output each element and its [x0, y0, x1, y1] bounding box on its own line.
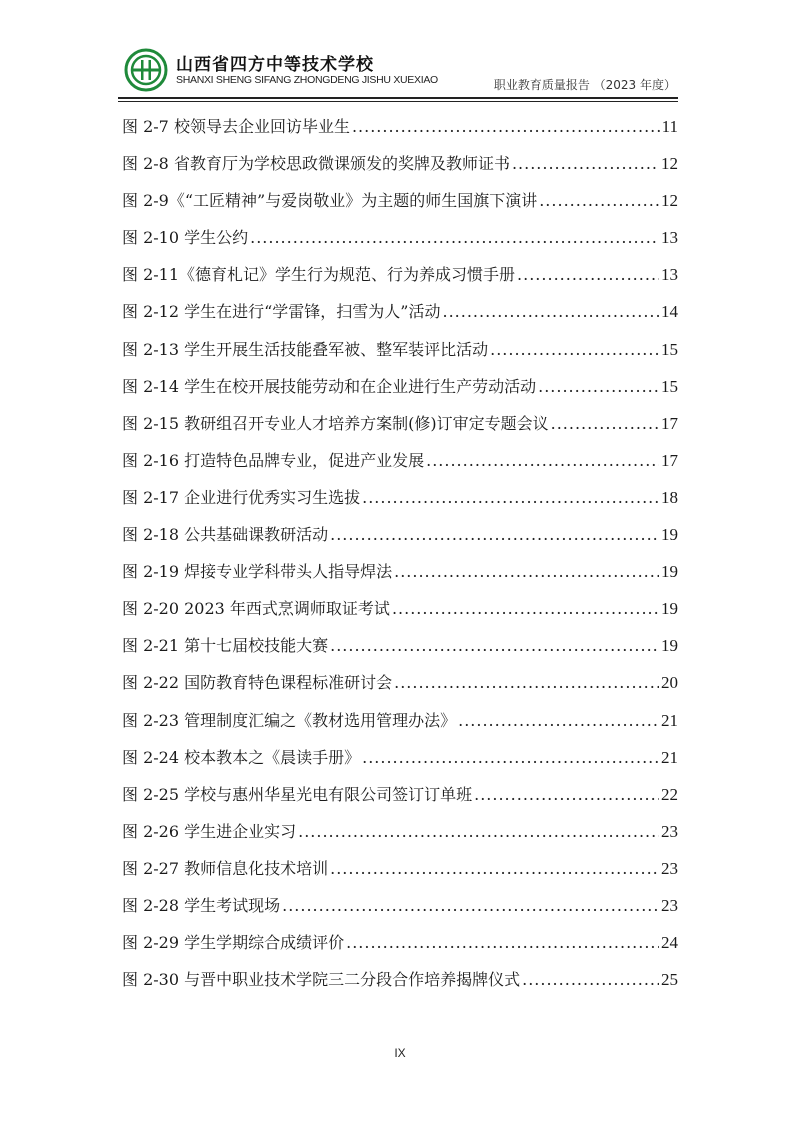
- toc-entry-title: 图 2-14 学生在校开展技能劳动和在企业进行生产劳动活动: [122, 376, 537, 396]
- toc-leader-dots: [362, 739, 659, 776]
- toc-leader-dots: [538, 368, 659, 405]
- toc-leader-dots: [474, 776, 659, 813]
- toc-entry-page: 19: [661, 599, 678, 619]
- toc-entry[interactable]: [122, 256, 678, 293]
- header-rule-thin: [118, 101, 678, 102]
- toc-entry-title: 图 2-8 省教育厅为学校思政微课颁发的奖牌及教师证书: [122, 154, 510, 174]
- toc-leader-dots: [362, 479, 659, 516]
- toc-entry-title: 图 2-28 学生考试现场: [122, 895, 281, 915]
- toc-leader-dots: [392, 590, 659, 627]
- toc-leader-dots: [346, 924, 659, 961]
- toc-leader-dots: [330, 850, 659, 887]
- toc-leader-dots: [551, 405, 659, 442]
- report-title: 职业教育质量报告 （2023 年度）: [493, 78, 676, 92]
- toc-entry-page: 13: [661, 228, 678, 248]
- toc-entry-title: 图 2-9《“工匠精神”与爱岗敬业》为主题的师生国旗下演讲: [122, 191, 538, 211]
- toc-entry-page: 12: [661, 191, 678, 211]
- toc-leader-dots: [522, 961, 659, 998]
- toc-entry-title: 图 2-19 焊接专业学科带头人指导焊法: [122, 562, 393, 582]
- toc-entry-page: 17: [661, 413, 678, 433]
- page-header: [118, 40, 678, 96]
- toc-entry[interactable]: [122, 405, 678, 442]
- toc-entry-title: 图 2-29 学生学期综合成绩评价: [122, 933, 345, 953]
- school-logo-icon: [124, 48, 168, 92]
- toc-entry[interactable]: [122, 739, 678, 776]
- school-name-en: SHANXI SHENG SIFANG ZHONGDENG JISHU XUEXIAO: [176, 74, 438, 86]
- toc-entry-page: 19: [661, 525, 678, 545]
- toc-entry-page: 12: [661, 154, 678, 174]
- toc-entry[interactable]: [122, 293, 678, 330]
- toc-entry-page: 15: [661, 339, 678, 359]
- toc-entry-page: 23: [661, 858, 678, 878]
- toc-entry-title: 图 2-27 教师信息化技术培训: [122, 858, 329, 878]
- toc-entry[interactable]: [122, 590, 678, 627]
- toc-leader-dots: [298, 813, 659, 850]
- toc-entry-page: 19: [661, 636, 678, 656]
- toc-entry-title: 图 2-16 打造特色品牌专业，促进产业发展: [122, 450, 425, 470]
- toc-entry-title: 图 2-10 学生公约: [122, 228, 249, 248]
- toc-entry-title: 图 2-11《德育札记》学生行为规范、行为养成习惯手册: [122, 265, 516, 285]
- page-number: IX: [394, 1046, 406, 1060]
- figure-list: [122, 108, 678, 998]
- toc-entry-title: 图 2-23 管理制度汇编之《教材选用管理办法》: [122, 710, 457, 730]
- toc-entry-page: 21: [661, 747, 678, 767]
- toc-entry[interactable]: [122, 182, 678, 219]
- toc-entry-page: 15: [661, 376, 678, 396]
- toc-leader-dots: [442, 293, 659, 330]
- toc-entry-title: 图 2-20 2023 年西式烹调师取证考试: [122, 599, 390, 619]
- toc-entry-page: 21: [661, 710, 678, 730]
- toc-entry[interactable]: [122, 776, 678, 813]
- toc-entry[interactable]: [122, 961, 678, 998]
- toc-entry-title: 图 2-15 教研组召开专业人才培养方案制(修)订审定专题会议: [122, 413, 549, 433]
- toc-leader-dots: [352, 108, 660, 145]
- toc-entry-title: 图 2-30 与晋中职业技术学院三二分段合作培养揭牌仪式: [122, 970, 521, 990]
- toc-leader-dots: [512, 145, 659, 182]
- toc-leader-dots: [330, 516, 659, 553]
- toc-entry-page: 25: [661, 970, 678, 990]
- toc-entry-page: 19: [661, 562, 678, 582]
- toc-entry-title: 图 2-26 学生进企业实习: [122, 821, 297, 841]
- toc-entry-title: 图 2-22 国防教育特色课程标准研讨会: [122, 673, 393, 693]
- toc-entry-title: 图 2-24 校本教本之《晨读手册》: [122, 747, 361, 767]
- toc-leader-dots: [490, 331, 659, 368]
- toc-entry[interactable]: [122, 887, 678, 924]
- toc-entry-title: 图 2-25 学校与惠州华星光电有限公司签订订单班: [122, 784, 473, 804]
- header-rule-thick: [118, 97, 678, 99]
- toc-entry-page: 23: [661, 895, 678, 915]
- toc-leader-dots: [517, 256, 659, 293]
- toc-leader-dots: [282, 887, 659, 924]
- toc-leader-dots: [250, 219, 659, 256]
- toc-entry-page: 14: [661, 302, 678, 322]
- toc-entry[interactable]: [122, 664, 678, 701]
- toc-entry-page: 23: [661, 821, 678, 841]
- toc-entry[interactable]: [122, 479, 678, 516]
- toc-entry[interactable]: [122, 813, 678, 850]
- toc-entry[interactable]: [122, 924, 678, 961]
- toc-leader-dots: [394, 664, 659, 701]
- toc-entry-title: 图 2-13 学生开展生活技能叠军被、整军装评比活动: [122, 339, 489, 359]
- toc-entry[interactable]: [122, 442, 678, 479]
- toc-entry-title: 图 2-17 企业进行优秀实习生选拔: [122, 487, 361, 507]
- toc-entry-title: 图 2-18 公共基础课教研活动: [122, 525, 329, 545]
- toc-entry-page: 11: [661, 117, 678, 136]
- toc-entry[interactable]: [122, 368, 678, 405]
- toc-entry[interactable]: [122, 850, 678, 887]
- toc-entry-page: 13: [661, 265, 678, 285]
- toc-leader-dots: [394, 553, 659, 590]
- toc-entry[interactable]: [122, 108, 678, 145]
- toc-entry[interactable]: [122, 516, 678, 553]
- toc-leader-dots: [458, 702, 659, 739]
- toc-entry-title: 图 2-12 学生在进行“学雷锋，扫雪为人”活动: [122, 302, 441, 322]
- toc-leader-dots: [330, 627, 659, 664]
- school-name-cn: 山西省四方中等技术学校: [176, 55, 374, 75]
- toc-entry-title: 图 2-21 第十七届校技能大赛: [122, 636, 329, 656]
- toc-entry[interactable]: [122, 553, 678, 590]
- toc-entry-page: 20: [661, 673, 678, 693]
- toc-entry[interactable]: [122, 219, 678, 256]
- toc-entry[interactable]: [122, 145, 678, 182]
- toc-entry-page: 24: [661, 933, 678, 953]
- toc-entry[interactable]: [122, 702, 678, 739]
- toc-leader-dots: [539, 182, 659, 219]
- toc-entry-page: 22: [661, 784, 678, 804]
- toc-entry[interactable]: [122, 627, 678, 664]
- toc-entry-page: 17: [661, 450, 678, 470]
- toc-entry[interactable]: [122, 331, 678, 368]
- toc-leader-dots: [426, 442, 659, 479]
- toc-entry-title: 图 2-7 校领导去企业回访毕业生: [122, 117, 350, 136]
- toc-entry-page: 18: [661, 487, 678, 507]
